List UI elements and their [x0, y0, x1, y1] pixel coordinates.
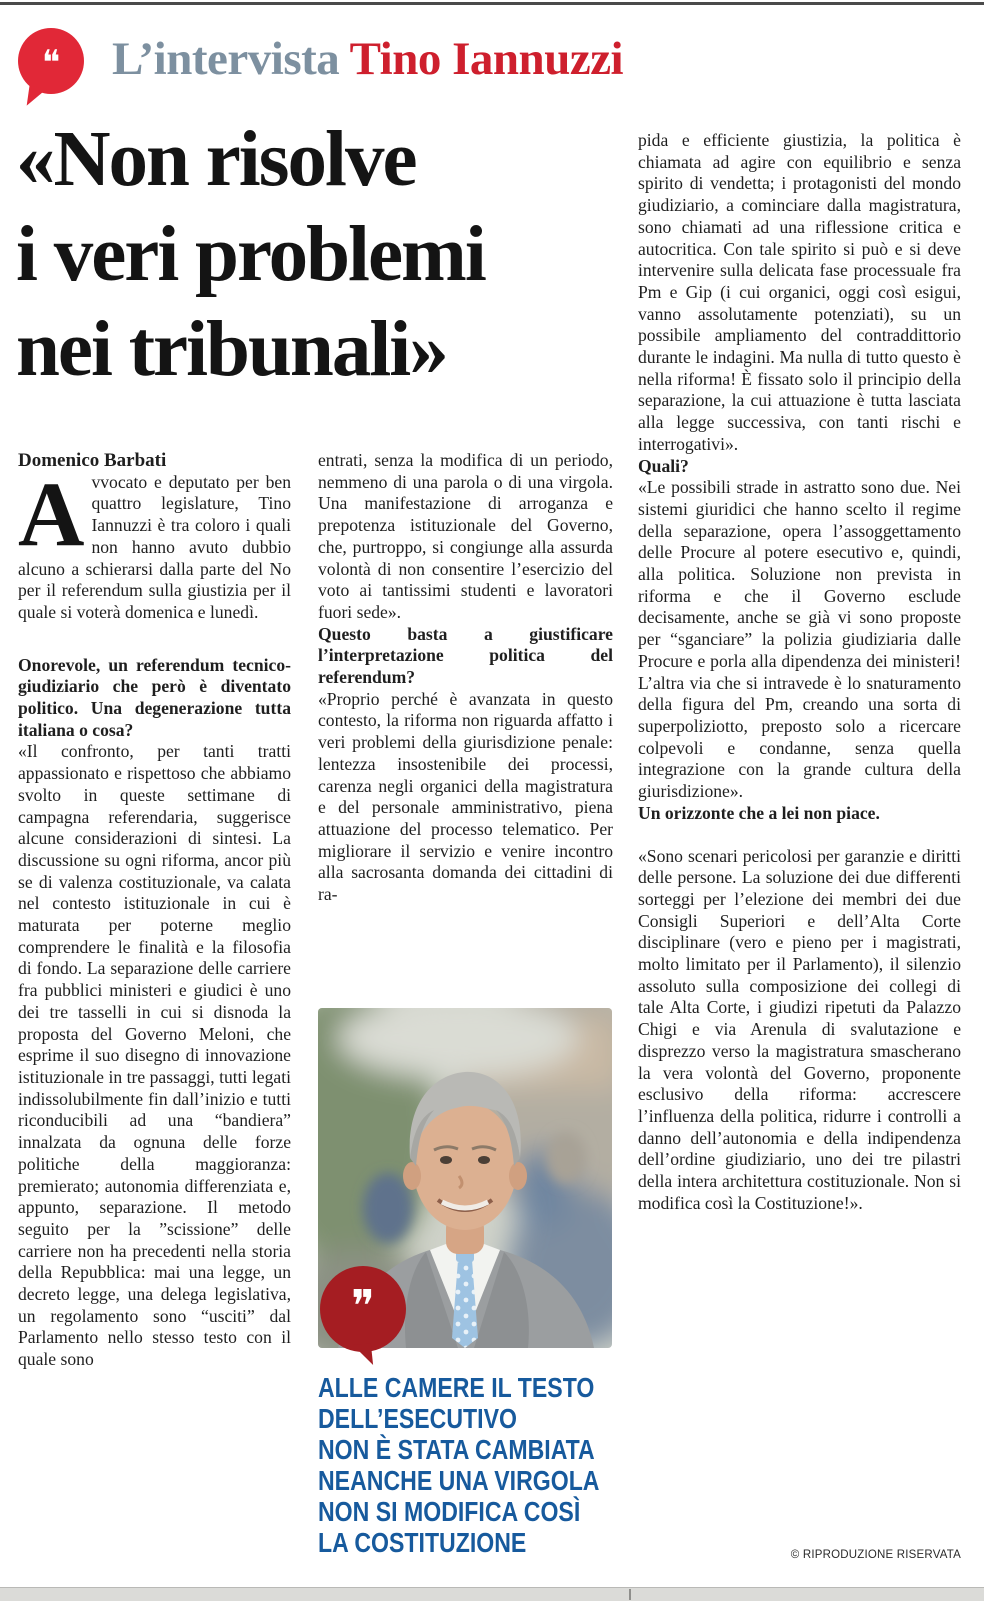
caption-line: ALLE CAMERE IL TESTO — [318, 1372, 595, 1403]
headline-line-3: nei tribunali» — [16, 306, 447, 393]
question-4: Un orizzonte che a lei non piace. — [638, 802, 880, 823]
top-rule — [0, 2, 984, 5]
kicker-subject: Tino Iannuzzi — [349, 33, 624, 85]
article-header — [18, 24, 958, 114]
page-edge-strip — [0, 1587, 984, 1601]
kicker — [112, 32, 623, 86]
close-quote-icon: ❞ — [351, 1281, 375, 1332]
column-3 — [638, 130, 961, 1214]
open-quote-icon: ❝ — [41, 43, 61, 83]
answer-1: «Il confronto, per tanti tratti appassionato e rispettoso che abbiamo svolto in queste settimane di campagna referendaria, suggerisce alcune considerazioni di sintesi. La discussione su ogni riforma, ancor più se di valenza costituzionale, va calata nel contesto istituzionale in cui è maturata per poterne meglio comprendere le finalità e la filosofia di fondo. La separazione delle carriere fra pubblici ministeri e giudici è uno dei tre tasselli in cui si disnoda la proposta del Governo Meloni, che esprime il suo disegno di innovazione istituzionale in tre passaggi, tutti legati indissolubilmente fin dall’inizio e tutti riconducibili ad una “bandiera” innalzata da ognuna delle forze politiche della maggioranza: premierato; autonomia differenziata e, appunto, separazione. Il metodo seguito per la ”scissione” delle carriere non ha precedenti nella storia della Repubblica: mai una legge, un decreto legge, una delega legislativa, un regolamento sono “usciti” dal Parlamento nello stesso testo con il quale sono — [18, 741, 291, 1370]
caption-line: LA COSTITUZIONE — [318, 1527, 527, 1558]
headline — [16, 112, 626, 397]
question-1: Onorevole, un referendum tecnico-giudiziario che però è diventato politico. Una degenerazione tutta italiana o cosa? — [18, 654, 291, 740]
answer-2-continued: pida e efficiente giustizia, la politica è chiamata ad agire con equilibrio e senza spirito di vendetta; i protagonisti del mondo giudiziario, a cominciare dalla magistratura, sono chiamati ad una riflessione critica e autocritica. Con tale spirito si può e si deve intervenire sulla delicata fase processuale fra Pm e Gip (i cui organici, oggi così esigui, vanno assolutamente potenziati), su un possibile ampliamento del contraddittorio durante le indagini. Ma nulla di tutto questo è nella riforma! È fissato solo il principio della separazione, la cui attuazione è tutta lasciata alla legge successiva, con tanti rischi e interrogativi». — [638, 130, 961, 454]
answer-1-continued: entrati, senza la modifica di un periodo, nemmeno di una parola o di una virgola. Una manifestazione di arroganza e prepotenza istituzionale del Governo, che, purtroppo, si congiunge alla assurda volontà di non consentire l’esercizio del voto ai tantissimi studenti e lavoratori fuori sede». — [318, 450, 613, 622]
page-edge-tick — [629, 1589, 631, 1600]
answer-2: «Proprio perché è avanzata in questo contesto, la riforma non riguarda affatto i veri problemi della giurisdizione penale: lentezza insostenibile dei processi, carenza negli organici della magistratura e del personale amministrativo, piena attuazione del processo telematico. Per migliorare il servizio e venire incontro alla sacrosanta domanda dei cittadini di ra- — [318, 688, 613, 905]
column-2 — [318, 450, 613, 906]
photo-bubble-tail — [353, 1343, 373, 1367]
bubble-tail — [27, 86, 48, 108]
question-2: Questo basta a giustificare l’interpretazione politica del referendum? — [318, 623, 613, 688]
pull-quote-caption — [318, 1372, 618, 1558]
headline-line-2: i veri problemi — [16, 211, 485, 298]
answer-4: «Sono scenari pericolosi per garanzie e diritti delle persone. La soluzione dei due differenti sorteggi per l’elezione dei membri dei due Consigli Superiori e dell’Alta Corte disciplinare (vero e pieno per i magistrati, molto limitato per il Parlamento), il silenzio assoluto sulla composizione dei collegi di tale Alta Corte, i giudizi ripetuti da Palazzo Chigi e via Arenula di svalutazione e disprezzo verso la magistratura smascherano la vera volontà del Governo, proponente esclusivo della riforma: accrescere l’influenza della politica, ridurre i controlli a danno dell’autonomia e della indipendenza dell’ordine giudiziario, uno dei tre pilastri della intera architettura costituzionale. Non si modifica così la Costituzione!». — [638, 845, 961, 1213]
quote-bubble-icon — [18, 28, 84, 94]
photo-quote-bubble — [320, 1266, 406, 1352]
caption-line: DELL’ESECUTIVO — [318, 1403, 517, 1434]
caption-line: NON È STATA CAMBIATA — [318, 1434, 595, 1465]
caption-line: NON SI MODIFICA COSÌ — [318, 1496, 581, 1527]
column-1 — [18, 450, 291, 1371]
drop-cap: A — [18, 462, 85, 565]
answer-3: «Le possibili strade in astratto sono due. Nei sistemi giuridici che hanno scelto il regime della separazione, opera l’assoggettamento delle Procure al potere esecutivo e, quindi, alla politica. Soluzione non prevista in riforma e che il Governo esclude decisamente, anche se già vi sono proposte per “sganciare” la polizia giudiziaria dalle Procure e porla alla dipendenza dei ministeri! L’altra via che si intravede è lo snaturamento della figura del Pm, creando una sorta di superpoliziotto, preposto solo a ricercare colpevoli e condanne, senza quella integrazione con la grande cultura della giurisdizione». — [638, 477, 961, 802]
byline: Domenico Barbati — [18, 450, 167, 471]
kicker-label: L’intervista — [112, 33, 340, 85]
interview-photo — [318, 1008, 612, 1348]
lead-text: vvocato e deputato per ben quattro legislature, Tino Iannuzzi è tra coloro i quali non hanno avuto dubbio alcuno a schierarsi dalla parte del No per il referendum sulla giustizia per il quale si voterà domenica e lunedì. — [18, 471, 291, 622]
lead-paragraph — [18, 462, 291, 624]
copyright-notice: © RIPRODUZIONE RISERVATA — [790, 1549, 961, 1561]
headline-line-1: «Non risolve — [16, 116, 416, 203]
question-3: Quali? — [638, 455, 689, 476]
caption-line: NEANCHE UNA VIRGOLA — [318, 1465, 600, 1496]
